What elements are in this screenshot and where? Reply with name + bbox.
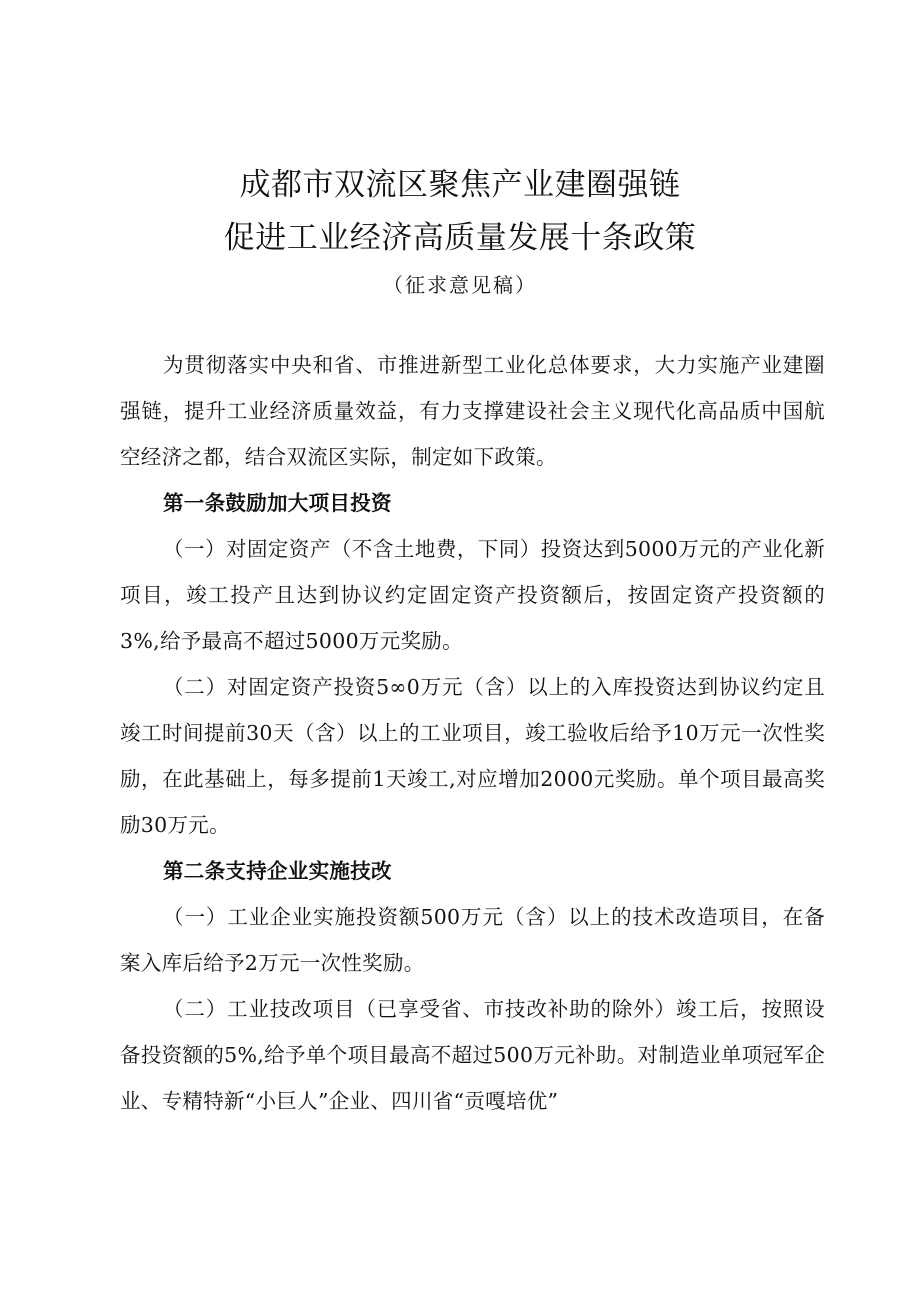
document-title-line-1: 成都市双流区聚焦产业建圈强链 [239,167,681,203]
article-2-item-2: （二）工业技改项目（已享受省、市技改补助的除外）竣工后，按照设备投资额的5%,给予单个项目最高不超过500万元补助。对制造业单项冠军企业、专精特新“小巨人”企业、四川省“贡嘎培优” [120,997,825,1113]
document-title-line-2: 促进工业经济高质量发展十条政策 [223,220,697,256]
document-subtitle: （征求意见稿） [383,273,537,297]
document-body [120,342,825,1124]
article-1-item-2: （二）对固定资产投资5∞0万元（含）以上的入库投资达到协议约定且竣工时间提前30天（含）以上的工业项目，竣工验收后给予10万元一次性奖励，在此基础上，每多提前1天竣工,对应增加2000元奖励。单个项目最高奖励30万元。 [120,675,825,837]
article-1-item-1: （一）对固定资产（不含土地费，下同）投资达到5000万元的产业化新项目，竣工投产且达到协议约定固定资产投资额后，按固定资产投资额的3%,给予最高不超过5000万元奖励。 [120,537,825,653]
article-1-heading: 第一条鼓励加大项目投资 [163,491,392,515]
article-2-heading: 第二条支持企业实施技改 [163,859,392,883]
intro-paragraph: 为贯彻落实中央和省、市推进新型工业化总体要求，大力实施产业建圈强链，提升工业经济质量效益，有力支撑建设社会主义现代化高品质中国航空经济之都，结合双流区实际，制定如下政策。 [120,353,825,469]
article-2-item-1: （一）工业企业实施投资额500万元（含）以上的技术改造项目，在备案入库后给予2万元一次性奖励。 [120,905,825,975]
